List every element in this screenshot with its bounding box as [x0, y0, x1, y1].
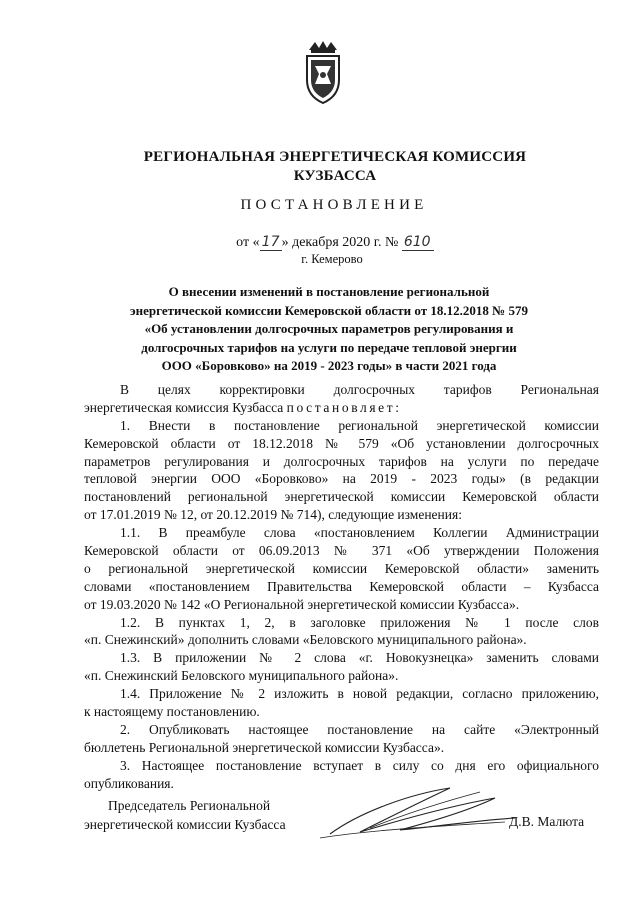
body-line: от 19.03.2020 № 142 «О Региональной энергетической комиссии Кузбасса». [84, 596, 520, 612]
body-line: 1.3. В приложении № 2 слова «г. Новокузнецка» заменить словами [120, 650, 599, 666]
body-line: опубликования. [84, 775, 174, 791]
date-mid: » декабря 2020 г. № [281, 235, 399, 250]
org-name-line2: КУЗБАССА [293, 168, 377, 184]
signatory-position [84, 796, 286, 834]
body-line: 1.1. В преамбуле слова «постановлением Коллегии Администрации [120, 525, 599, 541]
position-line2: энергетической комиссии Кузбасса [84, 817, 286, 832]
body-line: параметров регулирования и долгосрочных тарифов на услуги по передаче [84, 453, 599, 469]
date-day: 17 [260, 234, 282, 251]
title-line: «Об установлении долгосрочных параметров регулирования и [144, 321, 514, 336]
body-line: бюллетень Региональной энергетической комиссии Кузбасса». [84, 739, 445, 755]
document-body [84, 381, 599, 792]
coat-of-arms-icon [301, 40, 345, 106]
date-line [0, 234, 640, 251]
body-line: о региональной энергетической комиссии Кемеровской области» заменить [84, 560, 599, 576]
body-line: 3. Настоящее постановление вступает в силу со дня его официального [120, 757, 599, 773]
body-line: 1.4. Приложение № 2 изложить в новой редакции, согласно приложению, [120, 686, 599, 702]
org-name-line1: РЕГИОНАЛЬНАЯ ЭНЕРГЕТИЧЕСКАЯ КОМИССИЯ [143, 149, 527, 165]
body-line: 1.2. В пунктах 1, 2, в заголовке приложения № 1 после слов [120, 614, 599, 630]
title-line: О внесении изменений в постановление региональной [168, 284, 490, 299]
title-line: ООО «Боровково» на 2019 - 2023 годы» в части 2021 года [161, 358, 497, 373]
body-line: тепловой энергии ООО «Боровково» на 2019 - 2023 годы» (в редакции [84, 471, 599, 487]
date-prefix: от « [236, 235, 260, 250]
body-line: 2. Опубликовать настоящее постановление на сайте «Электронный [120, 721, 599, 737]
title-line: долгосрочных тарифов на услуги по передаче тепловой энергии [141, 339, 517, 355]
body-line: от 17.01.2019 № 12, от 20.12.2019 № 714), следующие изменения: [84, 507, 462, 523]
body-line: 1. Внести в постановление региональной энергетической комиссии [120, 417, 599, 433]
title-line: энергетической комиссии Кемеровской области от 18.12.2018 № 579 [130, 302, 528, 318]
city: г. Кемерово [301, 252, 363, 266]
body-text: энергетическая комиссия Кузбасса [84, 399, 287, 415]
body-line: «п. Снежинский Беловского муниципального района». [84, 668, 399, 684]
body-line: словами «постановлением Правительства Кемеровской области – Кузбасса [84, 578, 599, 594]
resolves-word: постановляет: [286, 399, 402, 415]
body-line: постановлений региональной энергетической комиссии Кемеровской области [84, 489, 599, 505]
position-line1: Председатель Региональной [108, 798, 271, 813]
body-line: Кемеровской области от 18.12.2018 № 579 «Об установлении долгосрочных [84, 435, 599, 451]
document-number: 610 [402, 234, 434, 251]
body-line [84, 399, 599, 417]
body-line: к настоящему постановлению. [84, 704, 260, 720]
signatory-name: Д.В. Малюта [509, 814, 585, 829]
document-title [95, 283, 563, 376]
body-line: Кемеровской области от 06.09.2013 № 371 «Об утверждении Положения [84, 543, 599, 559]
document-type: ПОСТАНОВЛЕНИЕ [240, 197, 428, 213]
body-line: В целях корректировки долгосрочных тарифов Региональная [120, 382, 599, 397]
body-line: «п. Снежинский» дополнить словами «Беловского муниципального района». [84, 632, 527, 648]
handwritten-signature-icon [300, 782, 525, 842]
